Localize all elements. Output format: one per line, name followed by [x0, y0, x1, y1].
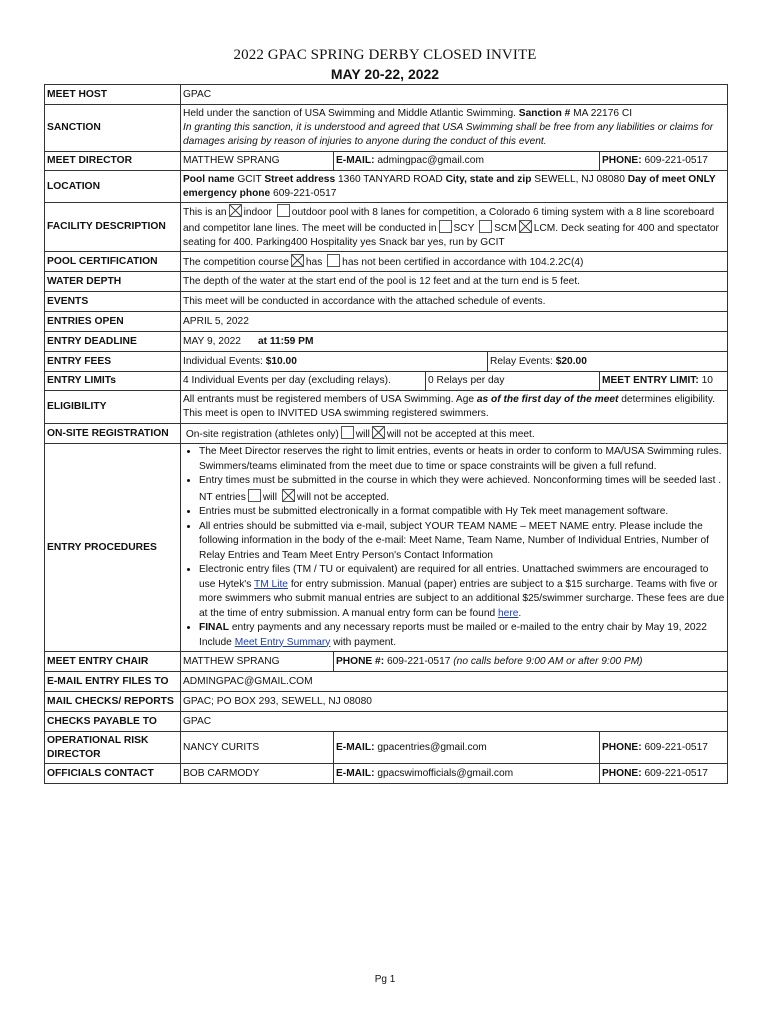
- label-risk-director: OPERATIONAL RISK DIRECTOR: [45, 732, 181, 764]
- street-address: 1360 TANYARD ROAD: [337, 173, 443, 185]
- label-sanction: SANCTION: [45, 105, 181, 152]
- officials-phone-label: PHONE:: [602, 767, 642, 779]
- value-checks-payable: GPAC: [181, 712, 728, 732]
- city-state-zip: SEWELL, NJ 08080: [534, 173, 625, 185]
- nt-will-label: will: [262, 491, 277, 503]
- lcm-checkbox[interactable]: [519, 220, 532, 233]
- row-checks-payable: [45, 712, 728, 732]
- row-procedures: [45, 444, 728, 652]
- relay-fee-cell: [488, 352, 728, 372]
- row-entries-open: [45, 312, 728, 332]
- value-email-files: ADMINGPAC@GMAIL.COM: [181, 672, 728, 692]
- row-risk-director: [45, 732, 728, 764]
- meet-limit: 10: [701, 375, 713, 386]
- director-email-cell: [334, 152, 600, 171]
- meet-limit-cell: [600, 372, 728, 391]
- entry-chair-name: MATTHEW SPRANG: [181, 652, 334, 672]
- row-email-files: [45, 672, 728, 692]
- row-sanction: [45, 105, 728, 152]
- director-phone-label: PHONE:: [602, 155, 642, 166]
- row-entry-chair: [45, 652, 728, 672]
- eligibility-text-2: determines eligibility. This meet is open to INVITED USA swimming registered swimmers.: [183, 394, 716, 419]
- manual-entry-form-link[interactable]: here: [498, 607, 519, 619]
- label-pool-cert: POOL CERTIFICATION: [45, 252, 181, 272]
- entry-chair-phone-cell: [334, 652, 728, 672]
- meet-dates: MAY 20-22, 2022: [330, 66, 440, 82]
- row-eligibility: [45, 391, 728, 424]
- officials-phone: 609-221-0517: [644, 767, 708, 779]
- label-water-depth: WATER DEPTH: [45, 272, 181, 292]
- electronic-text-3: .: [518, 607, 522, 619]
- value-sanction: [181, 105, 728, 152]
- nt-will-not-label: will not be accepted.: [296, 491, 390, 503]
- value-entries-open: APRIL 5, 2022: [181, 312, 728, 332]
- scm-checkbox[interactable]: [479, 220, 492, 233]
- relay-limit: 0 Relays per day: [426, 372, 600, 391]
- row-officials: [45, 764, 728, 784]
- outdoor-checkbox[interactable]: [277, 204, 290, 217]
- facility-text-1: This is an: [183, 207, 227, 218]
- risk-director-email-label: E-MAIL:: [336, 741, 375, 753]
- label-meet-director: MEET DIRECTOR: [45, 152, 181, 171]
- nt-will-not-checkbox[interactable]: [282, 489, 295, 502]
- relay-fee: $20.00: [555, 355, 587, 367]
- value-events: This meet will be conducted in accordance with the attached schedule of events.: [181, 292, 728, 312]
- label-events: EVENTS: [45, 292, 181, 312]
- officials-email-cell: [334, 764, 600, 784]
- value-water-depth: The depth of the water at the start end of the pool is 12 feet and at the turn end is 5 feet.: [181, 272, 728, 292]
- label-location: LOCATION: [45, 171, 181, 203]
- row-mail-checks: [45, 692, 728, 712]
- individual-fee-cell: [181, 352, 488, 372]
- officials-email: gpacswimofficials@gmail.com: [377, 767, 514, 779]
- director-name: MATTHEW SPRANG: [181, 152, 334, 171]
- relay-fee-label: Relay Events:: [490, 355, 553, 367]
- procedure-item: [199, 474, 725, 505]
- page-number: Pg 1: [374, 974, 396, 985]
- label-onsite: ON-SITE REGISTRATION: [45, 424, 181, 444]
- label-procedures: ENTRY PROCEDURES: [45, 444, 181, 652]
- value-entry-deadline: [181, 332, 728, 352]
- meet-info-table: [44, 84, 728, 784]
- emergency-phone: 609-221-0517: [273, 187, 337, 199]
- lcm-label: LCM.: [533, 223, 559, 234]
- value-onsite: [181, 424, 728, 444]
- label-eligibility: ELIGIBILITY: [45, 391, 181, 424]
- individual-fee: $10.00: [265, 355, 297, 367]
- street-label: Street address: [264, 173, 336, 185]
- indoor-label: indoor: [243, 207, 272, 218]
- risk-director-email: gpacentries@gmail.com: [377, 741, 487, 753]
- facility-text-3: Deck seating for 400 and spectator seating for 400. Parking400 Hospitality yes Snack bar yes, run by GCIT: [183, 223, 719, 248]
- entry-chair-note: (no calls before 9:00 AM or after 9:00 PM): [453, 655, 643, 667]
- value-procedures: [181, 444, 728, 652]
- label-meet-host: MEET HOST: [45, 85, 181, 105]
- label-entry-deadline: ENTRY DEADLINE: [45, 332, 181, 352]
- onsite-text: On-site registration (athletes only): [185, 428, 339, 440]
- label-facility: FACILITY DESCRIPTION: [45, 203, 181, 252]
- entry-chair-phone: 609-221-0517: [386, 655, 451, 667]
- risk-director-phone-label: PHONE:: [602, 741, 642, 753]
- procedure-item: • The Meet Director reserves the right to limit entries, events or heats in order to conform to MA/USA Swimming rules. Swimmers/teams eliminated from the meet due to time or space constraints will be given a full refund.: [199, 445, 725, 474]
- individual-limit: 4 Individual Events per day (excluding relays).: [181, 372, 426, 391]
- row-onsite: [45, 424, 728, 444]
- risk-director-phone: 609-221-0517: [644, 741, 708, 753]
- final-text-2: with payment.: [333, 636, 397, 648]
- row-water-depth: [45, 272, 728, 292]
- row-meet-host: [45, 85, 728, 105]
- risk-director-name: NANCY CURITS: [181, 732, 334, 764]
- director-email-label: E-MAIL:: [336, 155, 375, 166]
- label-checks-payable: CHECKS PAYABLE TO: [45, 712, 181, 732]
- onsite-will-label: will: [355, 428, 370, 440]
- risk-director-email-cell: [334, 732, 600, 764]
- scm-label: SCM: [494, 223, 517, 234]
- emergency-phone-label: Day of meet ONLY emergency phone: [183, 173, 716, 199]
- director-email: admingpac@gmail.com: [377, 155, 484, 166]
- value-location: [181, 171, 728, 203]
- deadline-time: at 11:59 PM: [257, 335, 314, 347]
- officials-name: BOB CARMODY: [181, 764, 334, 784]
- final-label: FINAL: [199, 622, 229, 633]
- director-phone-cell: [600, 152, 728, 171]
- scy-checkbox[interactable]: [439, 220, 452, 233]
- eligibility-emphasis: as of the first day of the meet: [476, 394, 619, 405]
- label-email-files: E-MAIL ENTRY FILES TO: [45, 672, 181, 692]
- final-text: entry payments and any necessary reports must be mailed or e-mailed to the entry chair by May 19, 2022 Include: [199, 622, 707, 648]
- value-eligibility: [181, 391, 728, 424]
- row-pool-cert: [45, 252, 728, 272]
- cert-has-label: has: [305, 256, 323, 268]
- officials-email-label: E-MAIL:: [336, 767, 375, 779]
- label-mail-checks: MAIL CHECKS/ REPORTS: [45, 692, 181, 712]
- row-entry-limits: [45, 372, 728, 391]
- label-entries-open: ENTRIES OPEN: [45, 312, 181, 332]
- facility-text-2: outdoor pool with 8 lanes for competition, a Colorado 6 timing system with a 8 line scoreboard and competitor lane lines. The meet will be conducted in: [183, 207, 715, 234]
- label-entry-fees: ENTRY FEES: [45, 352, 181, 372]
- electronic-text-2: for entry submission. Manual (paper) entries are subject to a $15 surcharge. Teams with five or more swimmers who submit manual entries are subject to an additional $25/swimmer surcharge. These fees are due at the time of entry submission. A manual entry form can be found: [199, 578, 725, 619]
- meet-entry-summary-link[interactable]: Meet Entry Summary: [234, 636, 331, 648]
- meet-limit-label: MEET ENTRY LIMIT:: [602, 375, 699, 386]
- cert-has-checkbox[interactable]: [291, 254, 304, 267]
- risk-director-phone-cell: [600, 732, 728, 764]
- sanction-line: Held under the sanction of USA Swimming and Middle Atlantic Swimming.: [183, 108, 516, 119]
- nt-will-checkbox[interactable]: [248, 489, 261, 502]
- sanction-number: MA 22176 CI: [573, 108, 633, 119]
- electronic-text-1: Electronic entry files (TM / TU or equivalent) are required for all entries. Unattached swimmers are encouraged to use Hytek's: [199, 564, 709, 590]
- pool-name-label: Pool name: [183, 173, 235, 185]
- procedure-item: [199, 621, 725, 650]
- indoor-checkbox[interactable]: [229, 204, 242, 217]
- label-officials: OFFICIALS CONTACT: [45, 764, 181, 784]
- individual-fee-label: Individual Events:: [183, 355, 263, 367]
- value-mail-checks: GPAC; PO BOX 293, SEWELL, NJ 08080: [181, 692, 728, 712]
- procedure-item: • All entries should be submitted via e-mail, subject YOUR TEAM NAME – MEET NAME entry. Please include the following information in the body of the e-mail: Meet Name, Team Name, Number of Individual Entries, Number of Relay Entries and Team Meet Entry Person's Contact Information: [199, 520, 725, 564]
- row-entry-deadline: [45, 332, 728, 352]
- pool-name: GCIT: [237, 173, 262, 185]
- director-phone: 609-221-0517: [644, 155, 708, 166]
- procedure-item: • Entries must be submitted electronically in a format compatible with Hy Tek meet management software.: [199, 505, 725, 520]
- city-label: City, state and zip: [445, 173, 532, 185]
- row-facility: [45, 203, 728, 252]
- value-meet-host: GPAC: [181, 85, 728, 105]
- cert-has-not-checkbox[interactable]: [327, 254, 340, 267]
- label-entry-chair: MEET ENTRY CHAIR: [45, 652, 181, 672]
- eligibility-text-1: All entrants must be registered members of USA Swimming. Age: [183, 394, 475, 405]
- procedures-list: [183, 445, 725, 650]
- nt-text: Entry times must be submitted in the course in which they were achieved. Nonconforming times will be seeded last . NT entries: [199, 475, 722, 503]
- row-meet-director: [45, 152, 728, 171]
- procedure-item: [199, 563, 725, 621]
- onsite-will-not-label: will not be accepted at this meet.: [386, 428, 535, 440]
- tm-lite-link[interactable]: TM Lite: [254, 578, 288, 590]
- label-entry-limits: ENTRY LIMITs: [45, 372, 181, 391]
- row-events: [45, 292, 728, 312]
- deadline-date: MAY 9, 2022: [183, 335, 241, 347]
- scy-label: SCY: [453, 223, 475, 234]
- row-location: [45, 171, 728, 203]
- onsite-will-not-checkbox[interactable]: [372, 426, 385, 439]
- value-pool-cert: [181, 252, 728, 272]
- cert-text-1: The competition course: [183, 256, 289, 268]
- officials-phone-cell: [600, 764, 728, 784]
- cert-text-2: has not been certified in accordance with 104.2.2C(4): [342, 256, 584, 268]
- row-entry-fees: [45, 352, 728, 372]
- value-facility: [181, 203, 728, 252]
- onsite-will-checkbox[interactable]: [341, 426, 354, 439]
- sanction-disclaimer: In granting this sanction, it is understood and agreed that USA Swimming shall be free from any liabilities or claims for damages arising by reason of injuries to anyone during the conduct of this event.: [183, 122, 714, 147]
- sanction-number-label: Sanction #: [518, 108, 571, 119]
- meet-title: 2022 GPAC SPRING DERBY CLOSED INVITE: [233, 47, 537, 63]
- entry-chair-phone-label: PHONE #:: [336, 655, 385, 667]
